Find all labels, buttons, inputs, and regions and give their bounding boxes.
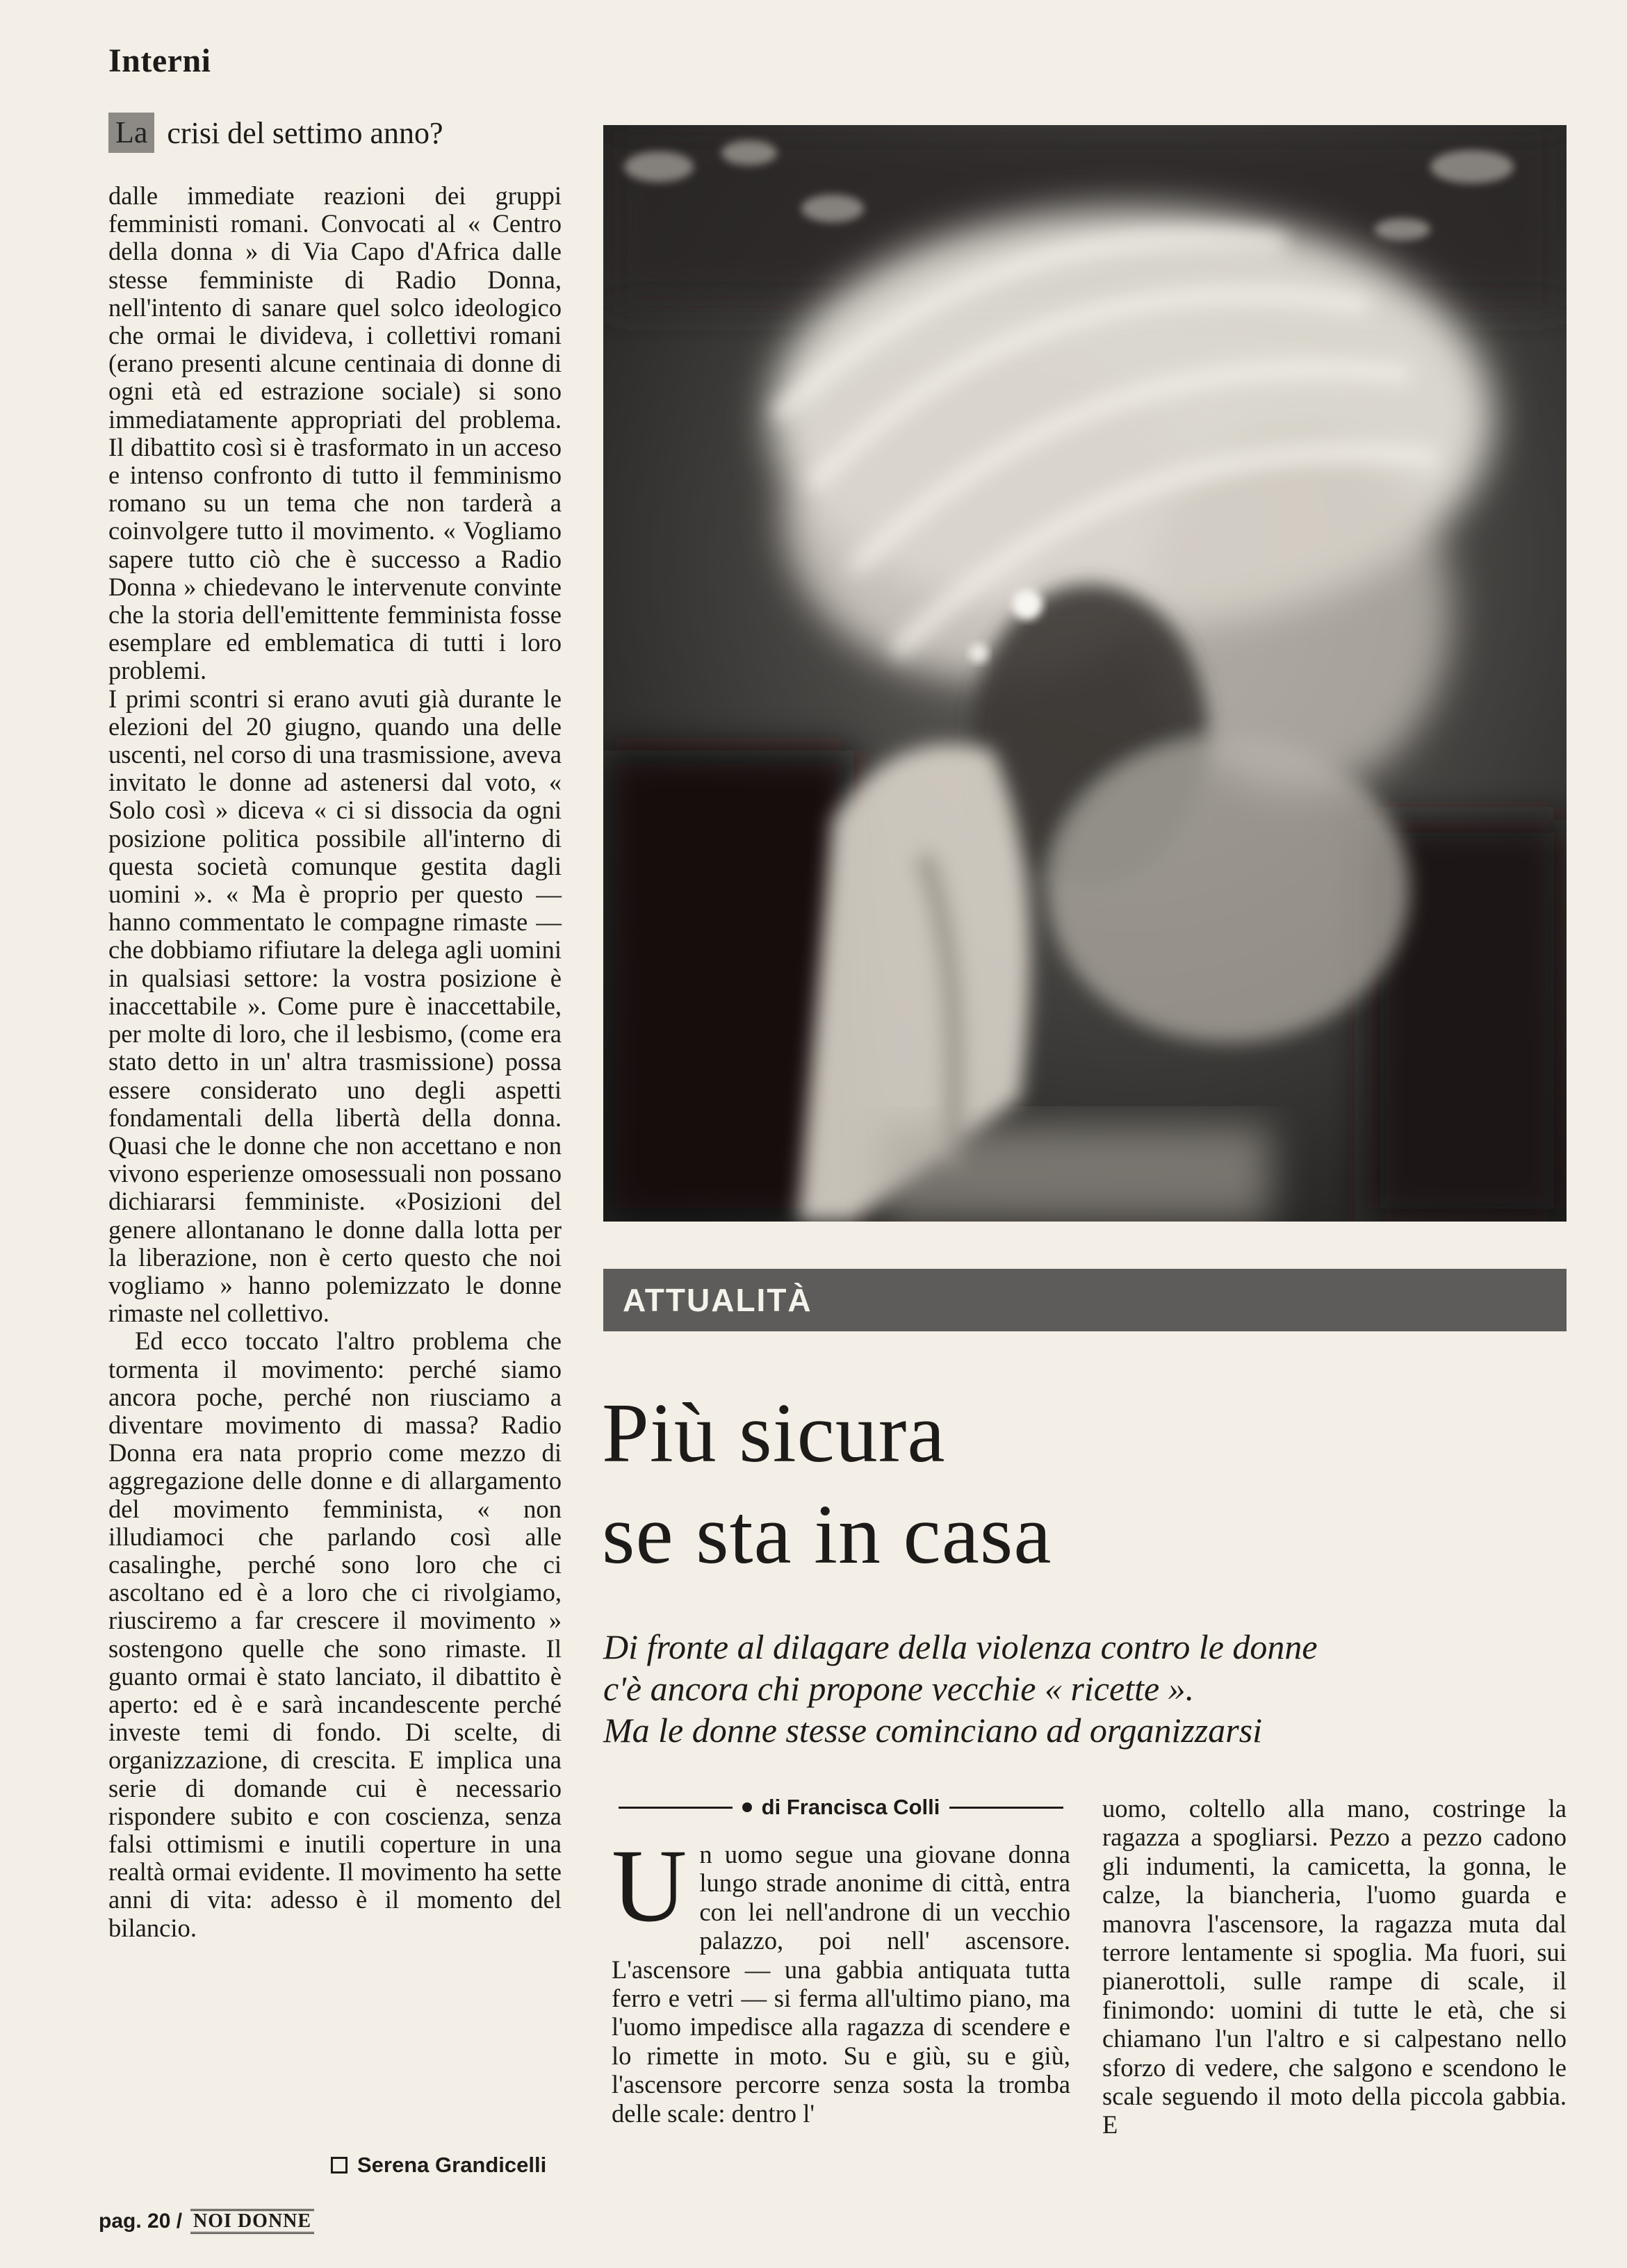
left-paragraph-3: Ed ecco toccato l'altro problema che tormenta il movimento: perché siamo ancora poche, perché non riusciamo a diventare movimento di massa? Radio Donna era nata proprio come mezzo di aggregazione delle donne e di allargamento del movimento femminista, « non illudiamoci che parlando così alle casalinghe, perché sono loro che ci ascoltano ed è a loro che ci rivolgiamo, riusciremo a far crescere il movimento » sostengono quelle che sono rimaste. Il guanto ormai è stato lanciato, il dibattito è aperto: ed è e sarà incandescente perché investe temi di fondo. Di scelte, di organizzazione, di crescita. E implica una serie di domande cui è necessario rispondere subito e con coscienza, senza falsi ottimismi e inutili coperture in una realtà ormai evidente. Il movimento ha sette anni di vita: adesso è il momento del bilancio. <box>108 1326 562 1942</box>
running-title <box>108 110 443 156</box>
standfirst-line-3: Ma le donne stesse cominciano ad organizzarsi <box>603 1711 1263 1750</box>
article-column-2-text: uomo, coltello alla mano, costringe la ragazza a spogliarsi. Pezzo a pezzo cadono gli indumenti, la camicetta, la gonna, le calze, la biancheria, l'uomo guarda e manovra l'ascensore, la ragazza muta dal terrore lentamente si spoglia. Ma fuori, sui pianerottoli, sulle rampe di scale, il finimondo: uomini di tutte le età, che si chiamano l'un l'altro e si calpestano nello sforzo di vedere, che salgono e scendono le scale seguendo il moto della piccola gabbia. E <box>1102 1794 1567 2139</box>
article-column-1-text <box>612 1828 1070 2128</box>
headline-line-2: se sta in casa <box>602 1488 1052 1581</box>
left-article-signature <box>331 2153 567 2178</box>
headline-line-1: Più sicura <box>602 1386 946 1480</box>
section-label: Interni <box>108 42 211 79</box>
left-article-author: Serena Grandicelli <box>357 2153 547 2177</box>
magazine-logo: NOI DONNE <box>190 2209 314 2234</box>
page-footer <box>99 2207 314 2236</box>
standfirst-line-2: c'è ancora chi propone vecchie « ricette ». <box>603 1669 1195 1708</box>
standfirst-line-1: Di fronte al dilagare della violenza contro le donne <box>603 1627 1318 1666</box>
left-paragraph-2: I primi scontri si erano avuti già durante le elezioni del 20 giugno, quando una delle uscenti, nel corso di una trasmissione, aveva invitato le donne ad astenersi dal voto, « Solo così » diceva « ci si dissocia da ogni posizione politica possibile all'interno di questa società comunque gestita dagli uomini ». « Ma è proprio per questo — hanno commentato le compagne rimaste — che dobbiamo rifiutare la delega agli uomini in qualsiasi settore: la vostra posizione è inaccettabile ». Come pure è inaccettabile, per molte di loro, che il lesbismo, (come era stato detto in un' altra trasmissione) possa essere considerato uno degli aspetti fondamentali della libertà della donna. Quasi che le donne che non accettano e non vivono esperienze omosessuali non possano dichiararsi femministe. «Posizioni del genere allontanano le donne dalla lotta per la liberazione, non è certo questo che noi vogliamo » hanno polemizzato le donne rimaste nel collettivo. <box>108 684 562 1328</box>
article-column-1-body: n uomo segue una giovane donna lungo strade anonime di città, entra con lei nell'androne di un vecchio palazzo, poi nell' ascensore. L'ascensore — una gabbia antiquata tutta ferro e vetri — si ferma all'ultimo piano, ma l'uomo impedisce alla ragazza di scendere e lo rimette in moto. Su e giù, su e giù, l'ascensore percorre senza sosta la tromba delle scale: dentro l' <box>612 1840 1070 2128</box>
section-banner <box>603 1269 1567 1331</box>
bullet-icon <box>742 1802 752 1812</box>
article-byline <box>619 1793 1063 1822</box>
article-headline <box>602 1383 1568 1586</box>
running-title-marker: La <box>108 113 154 153</box>
left-paragraph-1: dalle immediate reazioni dei gruppi femministi romani. Convocati al « Centro della donna » di Via Capo d'Africa dalle stesse femministe di Radio Donna, nell'intento di sanare quel solco ideologico che ormai le divideva, i collettivi romani (erano presenti alcune centinaia di donne di ogni età ed estrazione sociale) si sono immediatamente appropriati del problema. Il dibattito così si è trasformato in un acceso e intenso confronto di tutto il femminismo romano su un tema che non tarderà a coinvolgere tutto il movimento. « Vogliamo sapere tutto ciò che è successo a Radio Donna » chiedevano le intervenute convinte che la storia dell'emittente femminista fosse esemplare ed emblematica di tutti i loro problemi. <box>108 181 562 685</box>
running-title-text: crisi del settimo anno? <box>167 115 443 150</box>
article-column-2 <box>1102 1794 1567 2139</box>
article-standfirst <box>603 1626 1569 1751</box>
byline-rule-right <box>949 1807 1063 1809</box>
article-photo <box>603 125 1567 1222</box>
section-banner-label: ATTUALITÀ <box>623 1282 812 1318</box>
page-number: pag. 20 / <box>99 2210 183 2233</box>
square-bullet-icon <box>331 2157 348 2174</box>
blurred-woman-photo <box>603 125 1567 1222</box>
article-column-1 <box>612 1828 1070 2128</box>
drop-cap: U <box>612 1828 687 1944</box>
byline-rule-left <box>619 1807 733 1809</box>
left-article-column <box>108 182 562 1942</box>
byline-author: di Francisca Colli <box>761 1795 940 1819</box>
